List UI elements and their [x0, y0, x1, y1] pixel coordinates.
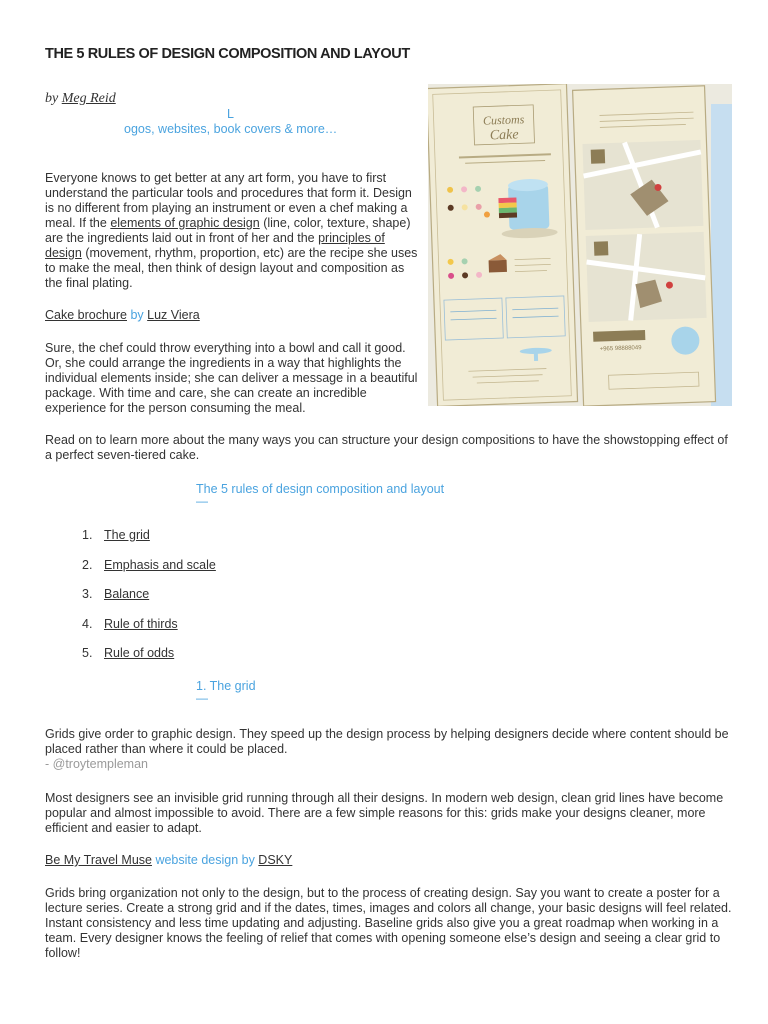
- dsky-link[interactable]: DSKY: [258, 853, 293, 867]
- elements-of-graphic-design-link[interactable]: elements of graphic design: [110, 216, 260, 230]
- pullquote-text: ogos, websites, book covers & more…: [124, 122, 338, 136]
- be-my-travel-muse-link[interactable]: Be My Travel Muse: [45, 853, 152, 867]
- quote-attribution: - @troytempleman: [45, 757, 148, 771]
- grid-paragraph-1: Most designers see an invisible grid running through all their designs. In modern web design, clean grid lines have become popular and almost impossible to avoid. There are a few simple reasons for this: grids make your designs cleaner, more efficient and easier to adapt.: [45, 791, 724, 835]
- toc-link-emphasis-and-scale[interactable]: Emphasis and scale: [104, 557, 216, 572]
- author-link[interactable]: Meg Reid: [61, 91, 116, 106]
- toc-link-rule-of-odds[interactable]: Rule of odds: [104, 646, 175, 661]
- brochure-phone: +965 98888049: [599, 345, 642, 353]
- grid-paragraph-2: Grids bring organization not only to the design, but to the process of creating design. Say you want to create a poster for a lecture series. Create a strong grid and if the dates, times, images and colors all change, your basic designs will feel related. Instant consistency and less time updating and adjusting. Baseline grids also give you a great roadmap when working in a team. Every designer knows the feeling of relief that comes with opening someone else’s design and seeing a clear grid to follow!: [45, 886, 732, 960]
- toc-heading: The 5 rules of design composition and layout —: [196, 482, 445, 508]
- chef-paragraph: Sure, the chef could throw everything into a bowl and call it good. Or, she could arrange the ingredients in a way that highlights the individual elements inside; she can deliver a message in a beautiful package. With time and care, she can create an incredible experience for the person consuming the meal.: [45, 341, 418, 415]
- section-grid-heading: 1. The grid —: [196, 679, 256, 705]
- intro-paragraph: Everyone knows to get better at any art form, you have to first understand the particular tools and procedures that form it. Design is no different from playing an instrument or even a chef making a meal. If the elements of graphic design (line, color, texture, shape) are the ingredients laid out in front of her and the principles of design (movement, rhythm, proportion, etc) are the recipe she uses to make the meal, then think of design layout and composition as the final plating.: [45, 171, 418, 290]
- pullquote-first-letter: L: [227, 107, 234, 121]
- article-title: THE 5 RULES OF DESIGN COMPOSITION AND LAYOUT: [45, 46, 410, 62]
- brochure-brand-line2: Cake: [489, 127, 519, 144]
- cake-brochure-link[interactable]: Cake brochure: [45, 308, 127, 322]
- grid-quote: Grids give order to graphic design. They speed up the design process by helping designers decide where content should be placed rather than where it could be placed. - @troytempleman: [45, 727, 729, 771]
- byline: [45, 91, 116, 107]
- toc-link-balance[interactable]: Balance: [104, 587, 150, 602]
- read-on-paragraph: Read on to learn more about the many ways you can structure your design compositions to have the showstopping effect of a perfect seven-tiered cake.: [45, 433, 728, 462]
- toc-link-the-grid[interactable]: The grid: [104, 528, 150, 542]
- toc-link-rule-of-thirds[interactable]: Rule of thirds: [104, 616, 178, 631]
- byline-by: by: [45, 91, 59, 106]
- cake-brochure-image: [428, 84, 732, 406]
- grid-image-caption: Be My Travel Muse website design by DSKY: [45, 853, 293, 867]
- principles-of-design-link[interactable]: principles of design: [45, 231, 385, 260]
- luz-viera-link[interactable]: Luz Viera: [147, 308, 200, 322]
- image-caption: Cake brochure by Luz Viera: [45, 308, 200, 322]
- brochure-brand-line1: Customs: [482, 112, 525, 128]
